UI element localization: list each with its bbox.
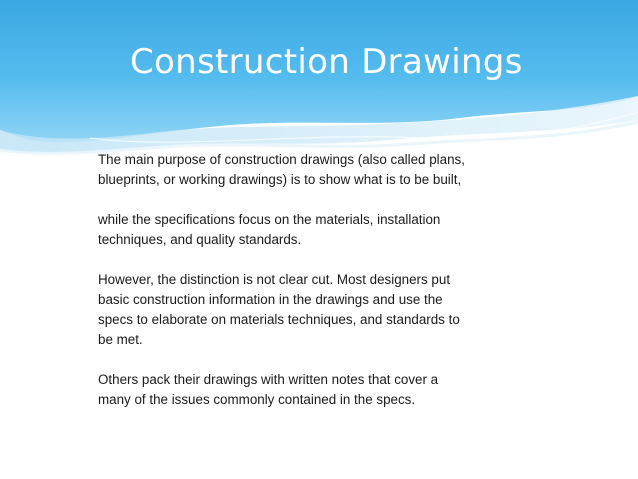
body-line: blueprints, or working drawings) is to show what is to be built, [98, 172, 462, 187]
paragraph-gap [98, 250, 538, 270]
header-wave-background [0, 0, 638, 175]
body-line: specs to elaborate on materials techniques, and standards to [98, 312, 460, 327]
body-line: while the specifications focus on the materials, installation [98, 212, 441, 227]
slide-body [98, 150, 538, 410]
body-line: be met. [98, 332, 143, 347]
body-line: Others pack their drawings with written notes that cover a [98, 372, 439, 387]
paragraph-gap [98, 350, 538, 370]
body-line: basic construction information in the drawings and use the [98, 292, 443, 307]
body-line: The main purpose of construction drawings (also called plans, [98, 152, 465, 167]
paragraph-gap [98, 190, 538, 210]
body-line: techniques, and quality standards. [98, 232, 302, 247]
body-line: many of the issues commonly contained in the specs. [98, 392, 416, 407]
body-line: However, the distinction is not clear cut. Most designers put [98, 272, 451, 287]
slide-title: Construction Drawings [130, 42, 523, 82]
